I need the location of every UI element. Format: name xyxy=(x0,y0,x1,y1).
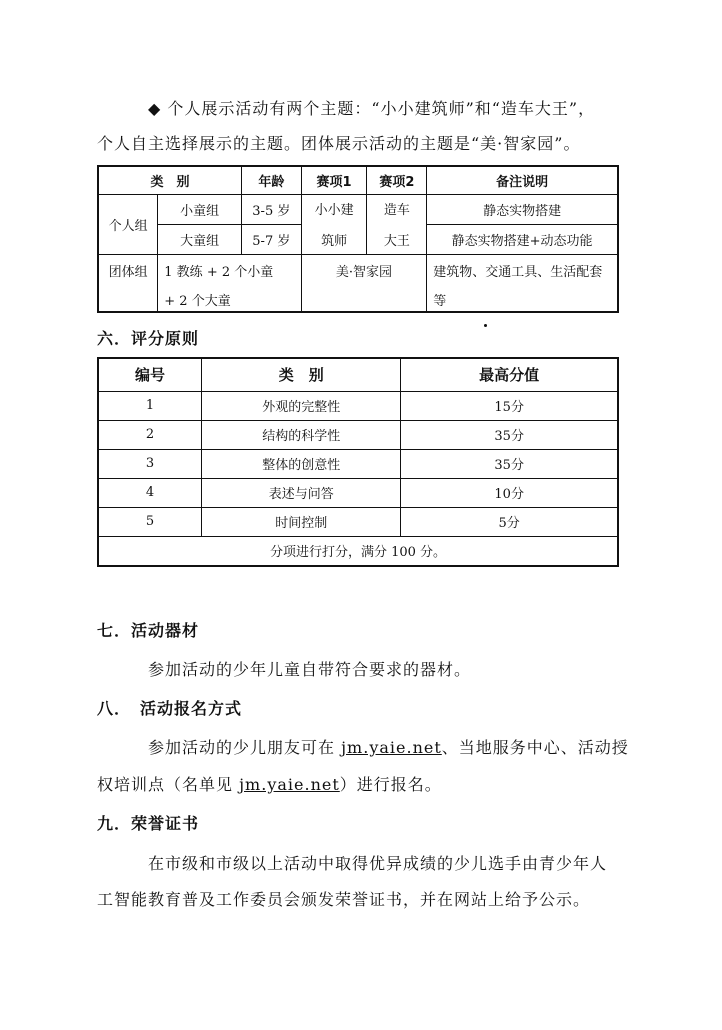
header-number: 编号 xyxy=(98,358,202,391)
intro-line-2: 个人自主选择展示的主题。团体展示活动的主题是“美·智家园”。 xyxy=(97,134,581,153)
section-9-body-2: 工智能教育普及工作委员会颁发荣誉证书，并在网站上给予公示。 xyxy=(97,890,591,909)
big-age-cell: 5-7 岁 xyxy=(241,224,301,254)
row-2-category: 结构的科学性 xyxy=(202,420,401,449)
scoring-table xyxy=(97,357,619,567)
team-note-line-1: 建筑物、交通工具、生活配套 xyxy=(433,264,603,280)
small-group-cell: 小童组 xyxy=(158,194,242,224)
event1-cell xyxy=(301,194,367,254)
event2-cell xyxy=(367,194,427,254)
team-composition-cell xyxy=(158,254,301,312)
team-event-cell: 美·智家园 xyxy=(301,254,427,312)
small-note-cell: 静态实物搭建 xyxy=(427,194,618,224)
event1-line-1: 小小建 xyxy=(314,203,354,218)
section-8-body-1 xyxy=(148,735,629,758)
team-composition-line-1: 1 教练 + 2 个小童 xyxy=(164,264,274,280)
event1-line-2: 筑师 xyxy=(321,234,348,249)
section-9-body-1: 在市级和市级以上活动中取得优异成绩的少儿选手由青少年人 xyxy=(148,854,608,873)
section-8-title: 八． 活动报名方式 xyxy=(97,699,243,718)
event2-line-2: 大王 xyxy=(383,234,410,249)
row-1-score: 15分 xyxy=(401,391,618,420)
table-footer: 分项进行打分，满分 100 分。 xyxy=(98,536,618,566)
event2-line-1: 造车 xyxy=(383,203,410,218)
website-link-2[interactable]: jm.yaie.net xyxy=(239,775,340,794)
row-4-category: 表述与问答 xyxy=(202,478,401,507)
section-7-body: 参加活动的少年儿童自带符合要求的器材。 xyxy=(148,660,472,679)
row-2-score: 35分 xyxy=(401,420,618,449)
participant-table xyxy=(97,165,619,313)
team-group-cell: 团体组 xyxy=(98,254,158,312)
header-category: 类 别 xyxy=(202,358,401,391)
row-4-number: 4 xyxy=(98,478,202,507)
row-5-category: 时间控制 xyxy=(202,507,401,536)
team-composition-line-2: + 2 个大童 xyxy=(164,293,231,309)
big-group-cell: 大童组 xyxy=(158,224,242,254)
row-5-score: 5分 xyxy=(401,507,618,536)
section-8-text-c: 权培训点（名单见 xyxy=(97,775,240,794)
website-link[interactable]: jm.yaie.net xyxy=(341,738,442,757)
row-1-category: 外观的完整性 xyxy=(202,391,401,420)
row-5-number: 5 xyxy=(98,507,202,536)
small-age-cell: 3-5 岁 xyxy=(241,194,301,224)
section-6-title: 六．评分原则 xyxy=(97,329,200,348)
section-7-title: 七．活动器材 xyxy=(97,621,200,640)
section-8-text-d: ）进行报名。 xyxy=(339,775,442,794)
stray-dot xyxy=(484,324,487,327)
intro-line-1: ◆ 个人展示活动有两个主题：“小小建筑师”和“造车大王”， xyxy=(148,99,596,118)
header-category: 类 别 xyxy=(98,166,241,194)
row-1-number: 1 xyxy=(98,391,202,420)
row-3-category: 整体的创意性 xyxy=(202,449,401,478)
big-note-cell: 静态实物搭建+动态功能 xyxy=(427,224,618,254)
row-4-score: 10分 xyxy=(401,478,618,507)
section-9-title: 九．荣誉证书 xyxy=(97,814,200,833)
header-event2: 赛项2 xyxy=(367,166,427,194)
row-2-number: 2 xyxy=(98,420,202,449)
team-note-line-2: 等 xyxy=(433,293,447,309)
section-8-text-b: 、当地服务中心、活动授 xyxy=(441,738,629,757)
header-age: 年龄 xyxy=(241,166,301,194)
individual-group-cell: 个人组 xyxy=(98,194,158,254)
row-3-score: 35分 xyxy=(401,449,618,478)
header-event1: 赛项1 xyxy=(301,166,367,194)
row-3-number: 3 xyxy=(98,449,202,478)
team-note-cell xyxy=(427,254,618,312)
section-8-body-2 xyxy=(97,772,442,795)
header-notes: 备注说明 xyxy=(427,166,618,194)
section-8-text-a: 参加活动的少儿朋友可在 xyxy=(148,738,342,757)
header-max-score: 最高分值 xyxy=(401,358,618,391)
